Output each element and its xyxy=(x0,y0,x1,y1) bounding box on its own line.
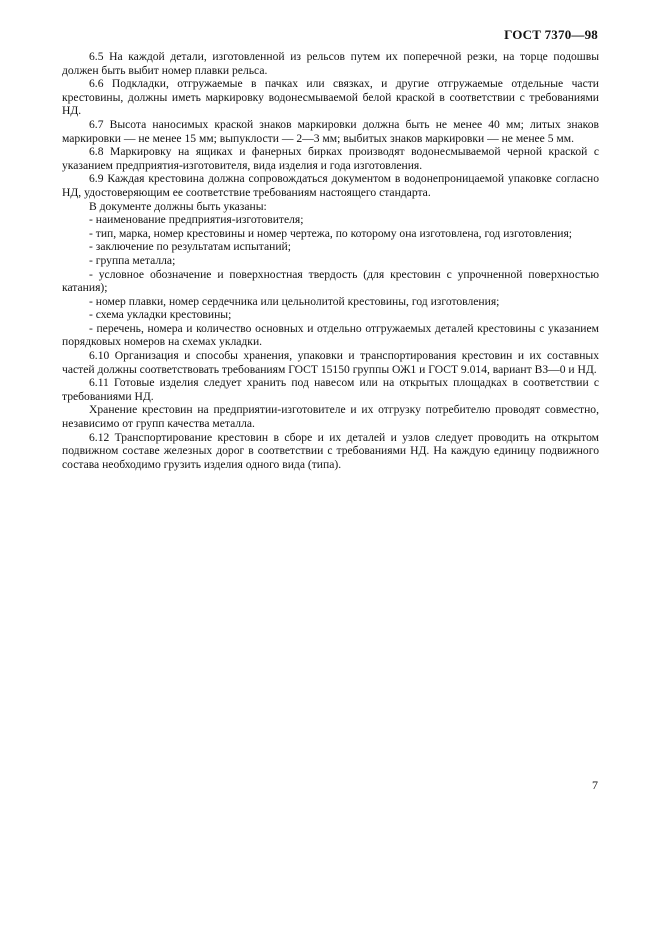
paragraph-6-6: 6.6 Подкладки, отгружаемые в пачках или связках, и другие отгружаемые отдельные части крестовины, должны иметь маркировку водонесмываемой белой краской в соответствии с требованиями НД. xyxy=(62,77,599,118)
paragraph-6-7: 6.7 Высота наносимых краской знаков маркировки должна быть не менее 40 мм; литых знаков маркировки — не менее 15 мм; выпуклости — 2—3 мм; выбитых знаков маркировки — не менее 5 мм. xyxy=(62,117,599,145)
list-item-heat-number: - номер плавки, номер сердечника или цельнолитой крестовины, год изготовления; xyxy=(89,294,500,308)
paragraph-storage: Хранение крестовин на предприятии-изготовителе и их отгрузку потребителю проводят совместно, независимо от групп качества металла. xyxy=(62,403,599,431)
list-item-type-mark: - тип, марка, номер крестовины и номер чертежа, по которому она изготовлена, год изготовления; xyxy=(89,226,573,240)
paragraph-6-11: 6.11 Готовые изделия следует хранить под навесом или на открытых площадках в соответствии с требованиями НД. xyxy=(62,376,599,403)
list-item-test-conclusion: - заключение по результатам испытаний; xyxy=(89,240,291,254)
document-code-header: ГОСТ 7370—98 xyxy=(504,27,598,42)
paragraph-6-9: 6.9 Каждая крестовина должна сопровождаться документом в водонепроницаемой упаковке согласно НД, удостоверяющим ее соответствие требованиям настоящего стандарта. xyxy=(62,172,599,199)
paragraph-6-8: 6.8 Маркировку на ящиках и фанерных бирках производят водонесмываемой черной краской с указанием предприятия-изготовителя, вида изделия и года изготовления. xyxy=(62,145,599,172)
list-intro: В документе должны быть указаны: xyxy=(89,199,267,213)
list-item-parts-list: - перечень, номера и количество основных и отдельно отгружаемых деталей крестовины с указанием порядковых номеров на схемах укладки. xyxy=(62,321,599,349)
paragraph-6-5: 6.5 На каждой детали, изготовленной из рельсов путем их поперечной резки, на торце подошвы должен быть выбит номер плавки рельса. xyxy=(62,50,599,77)
paragraph-6-12: 6.12 Транспортирование крестовин в сборе и их деталей и узлов следует проводить на открытом подвижном составе железных дорог в соответствии с требованиями НД. На каждую единицу подвижного состава необходимо грузить изделия одного вида (типа). xyxy=(62,430,599,471)
list-item-manufacturer: - наименование предприятия-изготовителя; xyxy=(89,213,304,227)
document-body xyxy=(62,50,599,471)
list-item-layout-scheme: - схема укладки крестовины; xyxy=(89,308,232,322)
page-number: 7 xyxy=(592,778,598,792)
paragraph-6-10: 6.10 Организация и способы хранения, упаковки и транспортирования крестовин и их составных частей должны соответствовать требованиям ГОСТ 15150 группы ОЖ1 и ГОСТ 9.014, вариант ВЗ—0 и НД. xyxy=(62,349,599,376)
list-item-hardness: - условное обозначение и поверхностная твердость (для крестовин с упрочненной поверхностью катания); xyxy=(62,267,599,295)
list-item-metal-group: - группа металла; xyxy=(89,253,176,267)
